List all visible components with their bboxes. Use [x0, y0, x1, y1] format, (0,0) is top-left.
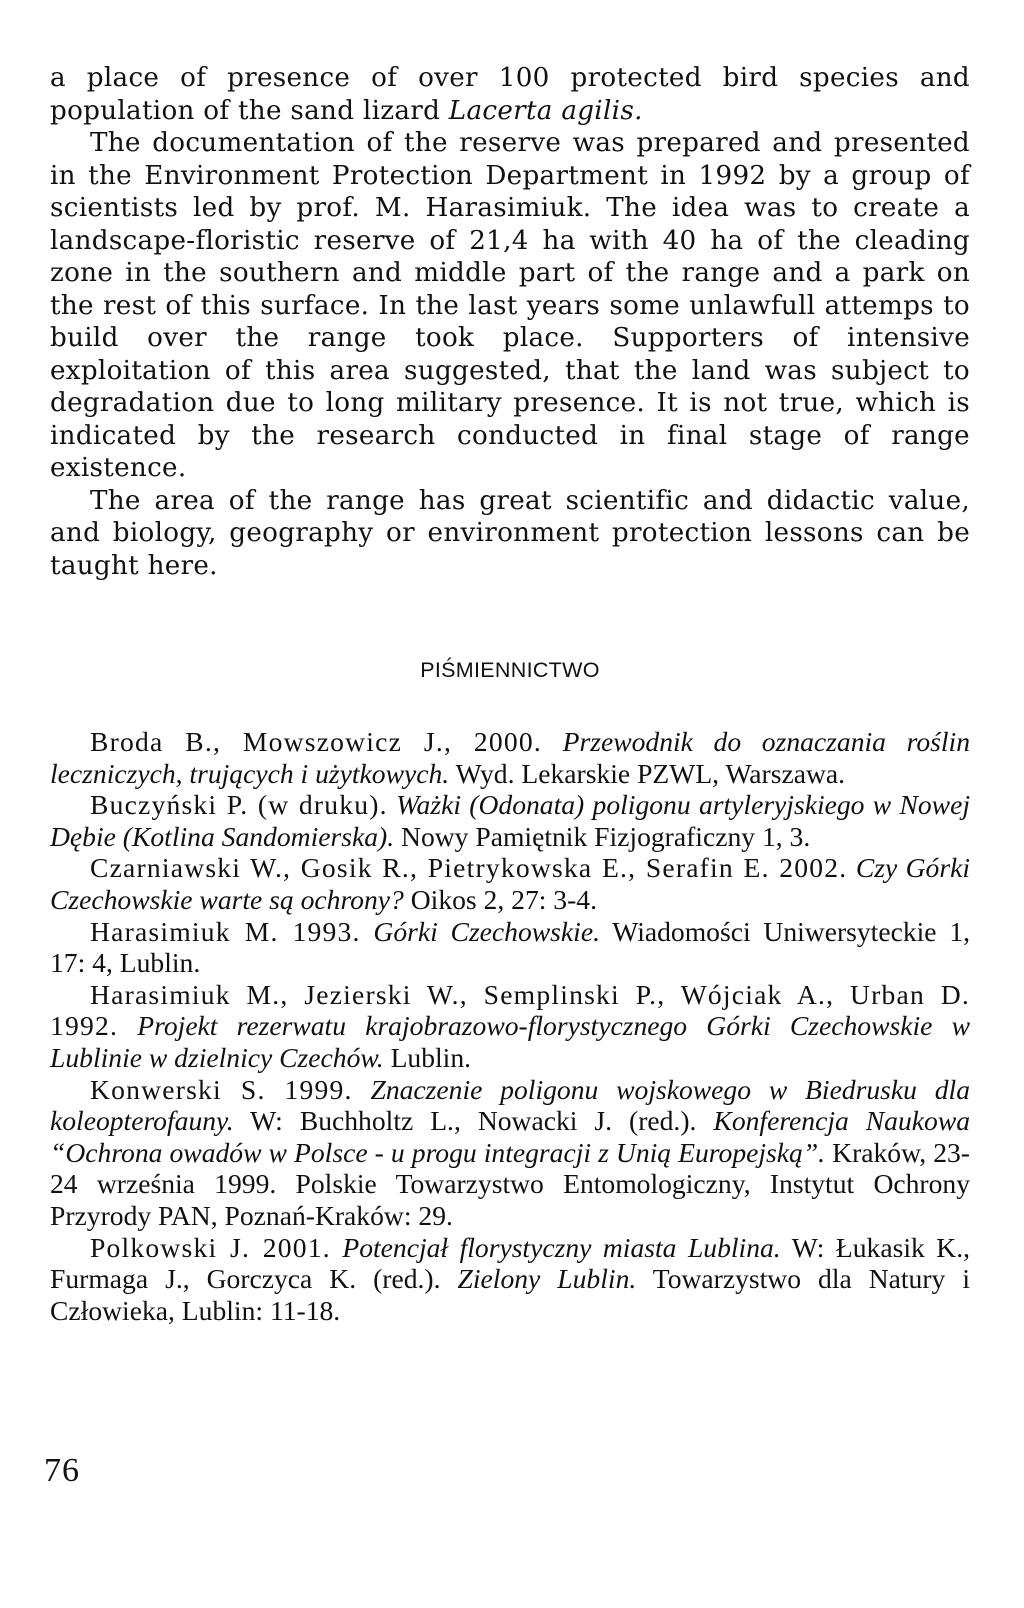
reference-authors: Czarniawski W., Gosik R., Pietrykowska E., Serafin E. 2002. — [90, 852, 848, 884]
reference-item — [50, 916, 970, 979]
reference-authors: Harasimiuk M. 1993. — [90, 915, 361, 947]
reference-details: Towarzystwo dla Natury i Człowieka, Lublin: 11-18. — [50, 1263, 971, 1326]
page-number: 76 — [44, 1452, 80, 1489]
body-paragraph-1-text: a place of presence of over 100 protected bird species and population of the sand lizard — [50, 63, 970, 126]
reference-title: Przewodnik do oznaczania roślin leczniczych, trujących i użytkowych. — [50, 726, 970, 789]
body-paragraph-2: The documentation of the reserve was prepared and presented in the Environment Protection Department in 1992 by a group of scientists led by prof. M. Harasimiuk. The idea was to create a landscape-floristic reserve of 21,4 ha with 40 ha of the cleading zone in the southern and middle part of the range and a park on the rest of this surface. In the last years some unlawfull attemps to build over the range took place. Supporters of intensive exploitation of this area suggested, that the land was subject to degradation due to long military presence. It is not true, which is indicated by the research conducted in final stage of range existence. — [50, 128, 970, 483]
reference-authors: Buczyński P. (w druku). — [90, 789, 388, 821]
reference-details: Oikos 2, 27: 3-4. — [410, 883, 597, 915]
reference-item — [50, 1232, 970, 1327]
reference-editors: W: Buchholtz L., Nowacki J. (red.). — [250, 1105, 697, 1137]
reference-item — [50, 789, 970, 852]
page-content — [50, 62, 970, 1326]
reference-editors: W: Łukasik K., Furmaga J., Gorczyca K. (red.). — [50, 1231, 971, 1295]
reference-details: Wyd. Lekarskie PZWL, Warszawa. — [455, 757, 846, 789]
references-list — [50, 726, 970, 1326]
reference-item — [50, 726, 970, 789]
reference-title: Górki Czechowskie. — [373, 915, 600, 947]
reference-item — [50, 1074, 970, 1232]
reference-title: Projekt rezerwatu krajobrazowo-florystycznego Górki Czechowskie w Lublinie w dzielnicy Czechów. — [50, 1010, 970, 1073]
reference-title: Potencjał florystyczny miasta Lublina. — [342, 1231, 781, 1263]
reference-authors: Polkowski J. 2001. — [90, 1231, 331, 1263]
reference-details: Wiadomości Uniwersyteckie 1, 17: 4, Lublin. — [50, 915, 971, 979]
reference-authors: Harasimiuk M., Jezierski W., Semplinski P., Wójciak A., Urban D. 1992. — [50, 978, 970, 1042]
reference-details: Kraków, 23-24 września 1999. Polskie Towarzystwo Entomologiczny, Instytut Ochrony Przyrody PAN, Poznań-Kraków: 29. — [50, 1136, 970, 1231]
reference-item — [50, 979, 970, 1074]
species-name: Lacerta agilis. — [448, 95, 643, 126]
reference-title: Ważki (Odonata) poligonu artyleryjskiego w Nowej Dębie (Kotlina Sandomierska). — [50, 789, 970, 852]
reference-details: Nowy Pamiętnik Fizjograficzny 1, 3. — [401, 820, 811, 852]
body-text — [50, 62, 970, 582]
references-heading: PIŚMIENNICTWO — [420, 658, 600, 682]
reference-authors: Konwerski S. 1999. — [90, 1073, 353, 1105]
body-paragraph-1 — [50, 62, 970, 127]
reference-authors: Broda B., Mowszowicz J., 2000. — [90, 726, 542, 757]
reference-book-title: Zielony Lublin. — [457, 1263, 637, 1295]
reference-title: Czy Górki Czechowskie warte są ochrony? — [50, 852, 970, 915]
reference-book-title: Konferencja Naukowa “Ochrona owadów w Polsce - u progu integracji z Unią Europejską”. — [50, 1105, 971, 1168]
reference-title: Znaczenie poligonu wojskowego w Biedrusku dla koleopterofauny. — [50, 1073, 971, 1137]
body-paragraph-3: The area of the range has great scientific and didactic value, and biology, geography or environment protection lessons can be taught here. — [50, 485, 970, 581]
reference-item — [50, 852, 970, 915]
reference-details: Lublin. — [390, 1041, 472, 1073]
